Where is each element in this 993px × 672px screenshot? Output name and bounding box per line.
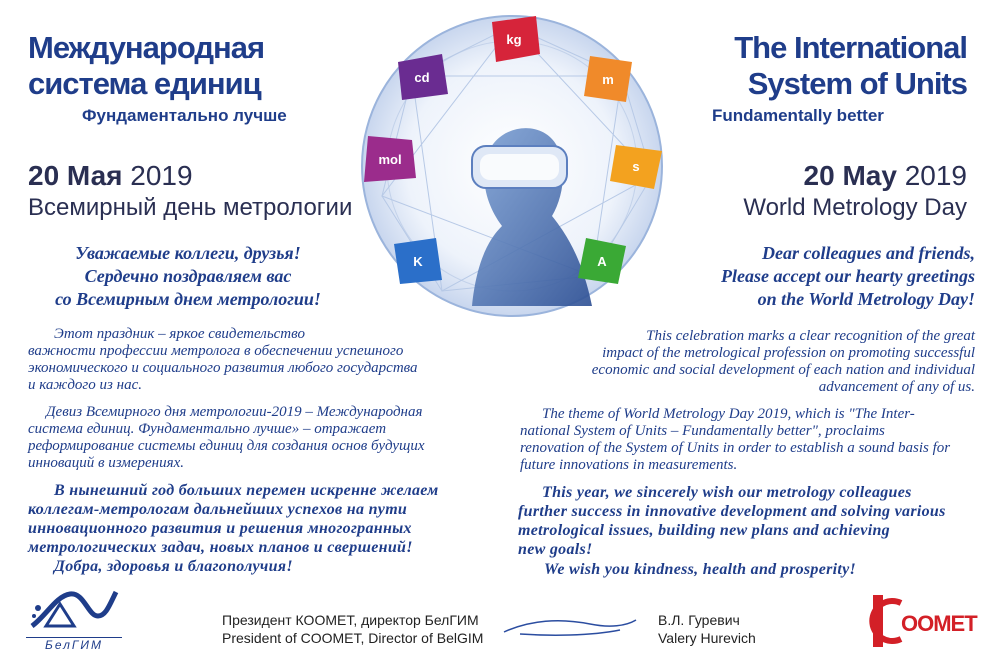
signature-title-ru: Президент КООМЕТ, директор БелГИМ <box>222 612 479 628</box>
en-date-day: 20 May <box>803 160 897 191</box>
en-greeting <box>721 242 975 311</box>
en-motto: Fundamentally better <box>712 106 884 125</box>
unit-tile-mol <box>362 134 418 184</box>
unit-tile-kg <box>486 14 542 64</box>
si-emblem <box>352 6 672 326</box>
en-paragraph-4: We wish you kindness, health and prosperity! <box>544 561 857 578</box>
unit-label: K <box>413 253 423 269</box>
coomet-logo <box>873 595 977 647</box>
unit-label: m <box>602 71 614 87</box>
ru-greeting-line: Уважаемые коллеги, друзья! <box>75 243 301 263</box>
en-p3-line: new goals! <box>518 541 593 558</box>
signature-title-en: President of COOMET, Director of BelGIM <box>222 630 484 646</box>
en-p2-line: renovation of the System of Units in order to establish a sound basis for <box>520 440 951 456</box>
handwritten-signature <box>500 612 640 642</box>
ru-date-day: 20 Мая <box>28 160 123 191</box>
ru-date <box>28 160 193 192</box>
unit-tile-K <box>390 236 446 286</box>
ru-greeting-line: Сердечно поздравляем вас <box>84 266 292 286</box>
ru-p2-line: реформирование системы единиц для создания основ будущих <box>28 438 425 454</box>
en-p1-line: impact of the metrological profession on promoting successful <box>602 345 975 361</box>
signature-name-en: Valery Hurevich <box>658 630 756 646</box>
en-p2-line: future innovations in measurements. <box>520 457 738 473</box>
unit-label: kg <box>506 31 522 47</box>
ru-paragraph-2 <box>28 404 488 472</box>
en-p3-line: This year, we sincerely wish our metrology colleagues <box>542 484 912 501</box>
ru-date-year: 2019 <box>130 160 193 191</box>
ru-p3-line: коллегам-метрологам дальнейших успехов на пути <box>28 501 408 518</box>
ru-p1-line: и каждого из нас. <box>28 377 142 393</box>
ru-p1-line: экономического и социального развития любого государства <box>28 360 418 376</box>
en-greeting-line: Dear colleagues and friends, <box>762 243 975 263</box>
unit-tile-A <box>574 236 630 286</box>
ru-paragraph-3 <box>28 481 498 557</box>
en-paragraph-1 <box>545 328 975 396</box>
en-title <box>734 30 967 102</box>
signature-name-ru: В.Л. Гуревич <box>658 612 740 628</box>
en-p2-line: national System of Units – Fundamentally better", proclaims <box>520 423 885 439</box>
unit-tile-m <box>580 54 636 104</box>
ru-greeting-line: со Всемирным днем метрологии! <box>55 289 321 309</box>
signature-title <box>222 611 483 647</box>
ru-paragraph-4: Добра, здоровья и благополучия! <box>54 558 293 575</box>
ru-title-line2: система единиц <box>28 66 261 101</box>
en-day-title: World Metrology Day <box>743 194 967 221</box>
en-date-year: 2019 <box>904 160 967 191</box>
ru-p3-line: В нынешний год больших перемен искренне желаем <box>54 482 439 499</box>
en-p3-line: further success in innovative development and solving various <box>518 503 946 520</box>
unit-label: s <box>632 158 640 174</box>
unit-label: mol <box>378 151 402 167</box>
ru-p3-line: метрологических задач, новых планов и свершений! <box>28 539 413 556</box>
en-paragraph-3 <box>518 483 976 559</box>
unit-tile-s <box>608 141 664 191</box>
belgim-logo-text: БелГИМ <box>26 637 122 652</box>
ru-title-line1: Международная <box>28 30 265 65</box>
belgim-logo <box>26 586 122 652</box>
coomet-logo-mark <box>873 595 977 647</box>
ru-title <box>28 30 264 102</box>
en-greeting-line: on the World Metrology Day! <box>757 289 975 309</box>
en-p2-line: The theme of World Metrology Day 2019, which is "The Inter- <box>542 406 915 422</box>
en-greeting-line: Please accept our hearty greetings <box>721 266 975 286</box>
en-title-line1: The International <box>734 30 967 65</box>
ru-greeting <box>28 242 348 311</box>
ru-motto: Фундаментально лучше <box>82 106 287 125</box>
signature-name <box>658 611 756 647</box>
en-p1-line: economic and social development of each nation and individual <box>591 362 975 378</box>
en-p3-line: metrological issues, building new plans and achieving <box>518 522 890 539</box>
unit-tile-cd <box>394 52 450 102</box>
en-title-line2: System of Units <box>747 66 967 101</box>
ru-p1-line: важности профессии метролога в обеспечении успешного <box>28 343 404 359</box>
ru-p2-line: инноваций в измерениях. <box>28 455 184 471</box>
ru-p2-line: Девиз Всемирного дня метрологии-2019 – Международная <box>46 404 423 420</box>
en-paragraph-2 <box>520 406 975 474</box>
ru-p1-line: Этот праздник – яркое свидетельство <box>54 326 305 342</box>
en-p1-line: This celebration marks a clear recognition of the great <box>646 328 975 344</box>
unit-label: A <box>597 253 607 269</box>
belgim-emblem-icon <box>26 586 122 632</box>
ru-p2-line: система единиц. Фундаментально лучше» – отражает <box>28 421 387 437</box>
en-p1-line: advancement of any of us. <box>818 379 975 395</box>
svg-text:OOMET: OOMET <box>901 611 977 636</box>
ru-p3-line: инновационного развития и решения многогранных <box>28 520 412 537</box>
unit-label: cd <box>414 69 430 85</box>
ru-day-title: Всемирный день метрологии <box>28 194 353 221</box>
ru-paragraph-1 <box>28 326 488 394</box>
en-date <box>804 160 967 192</box>
